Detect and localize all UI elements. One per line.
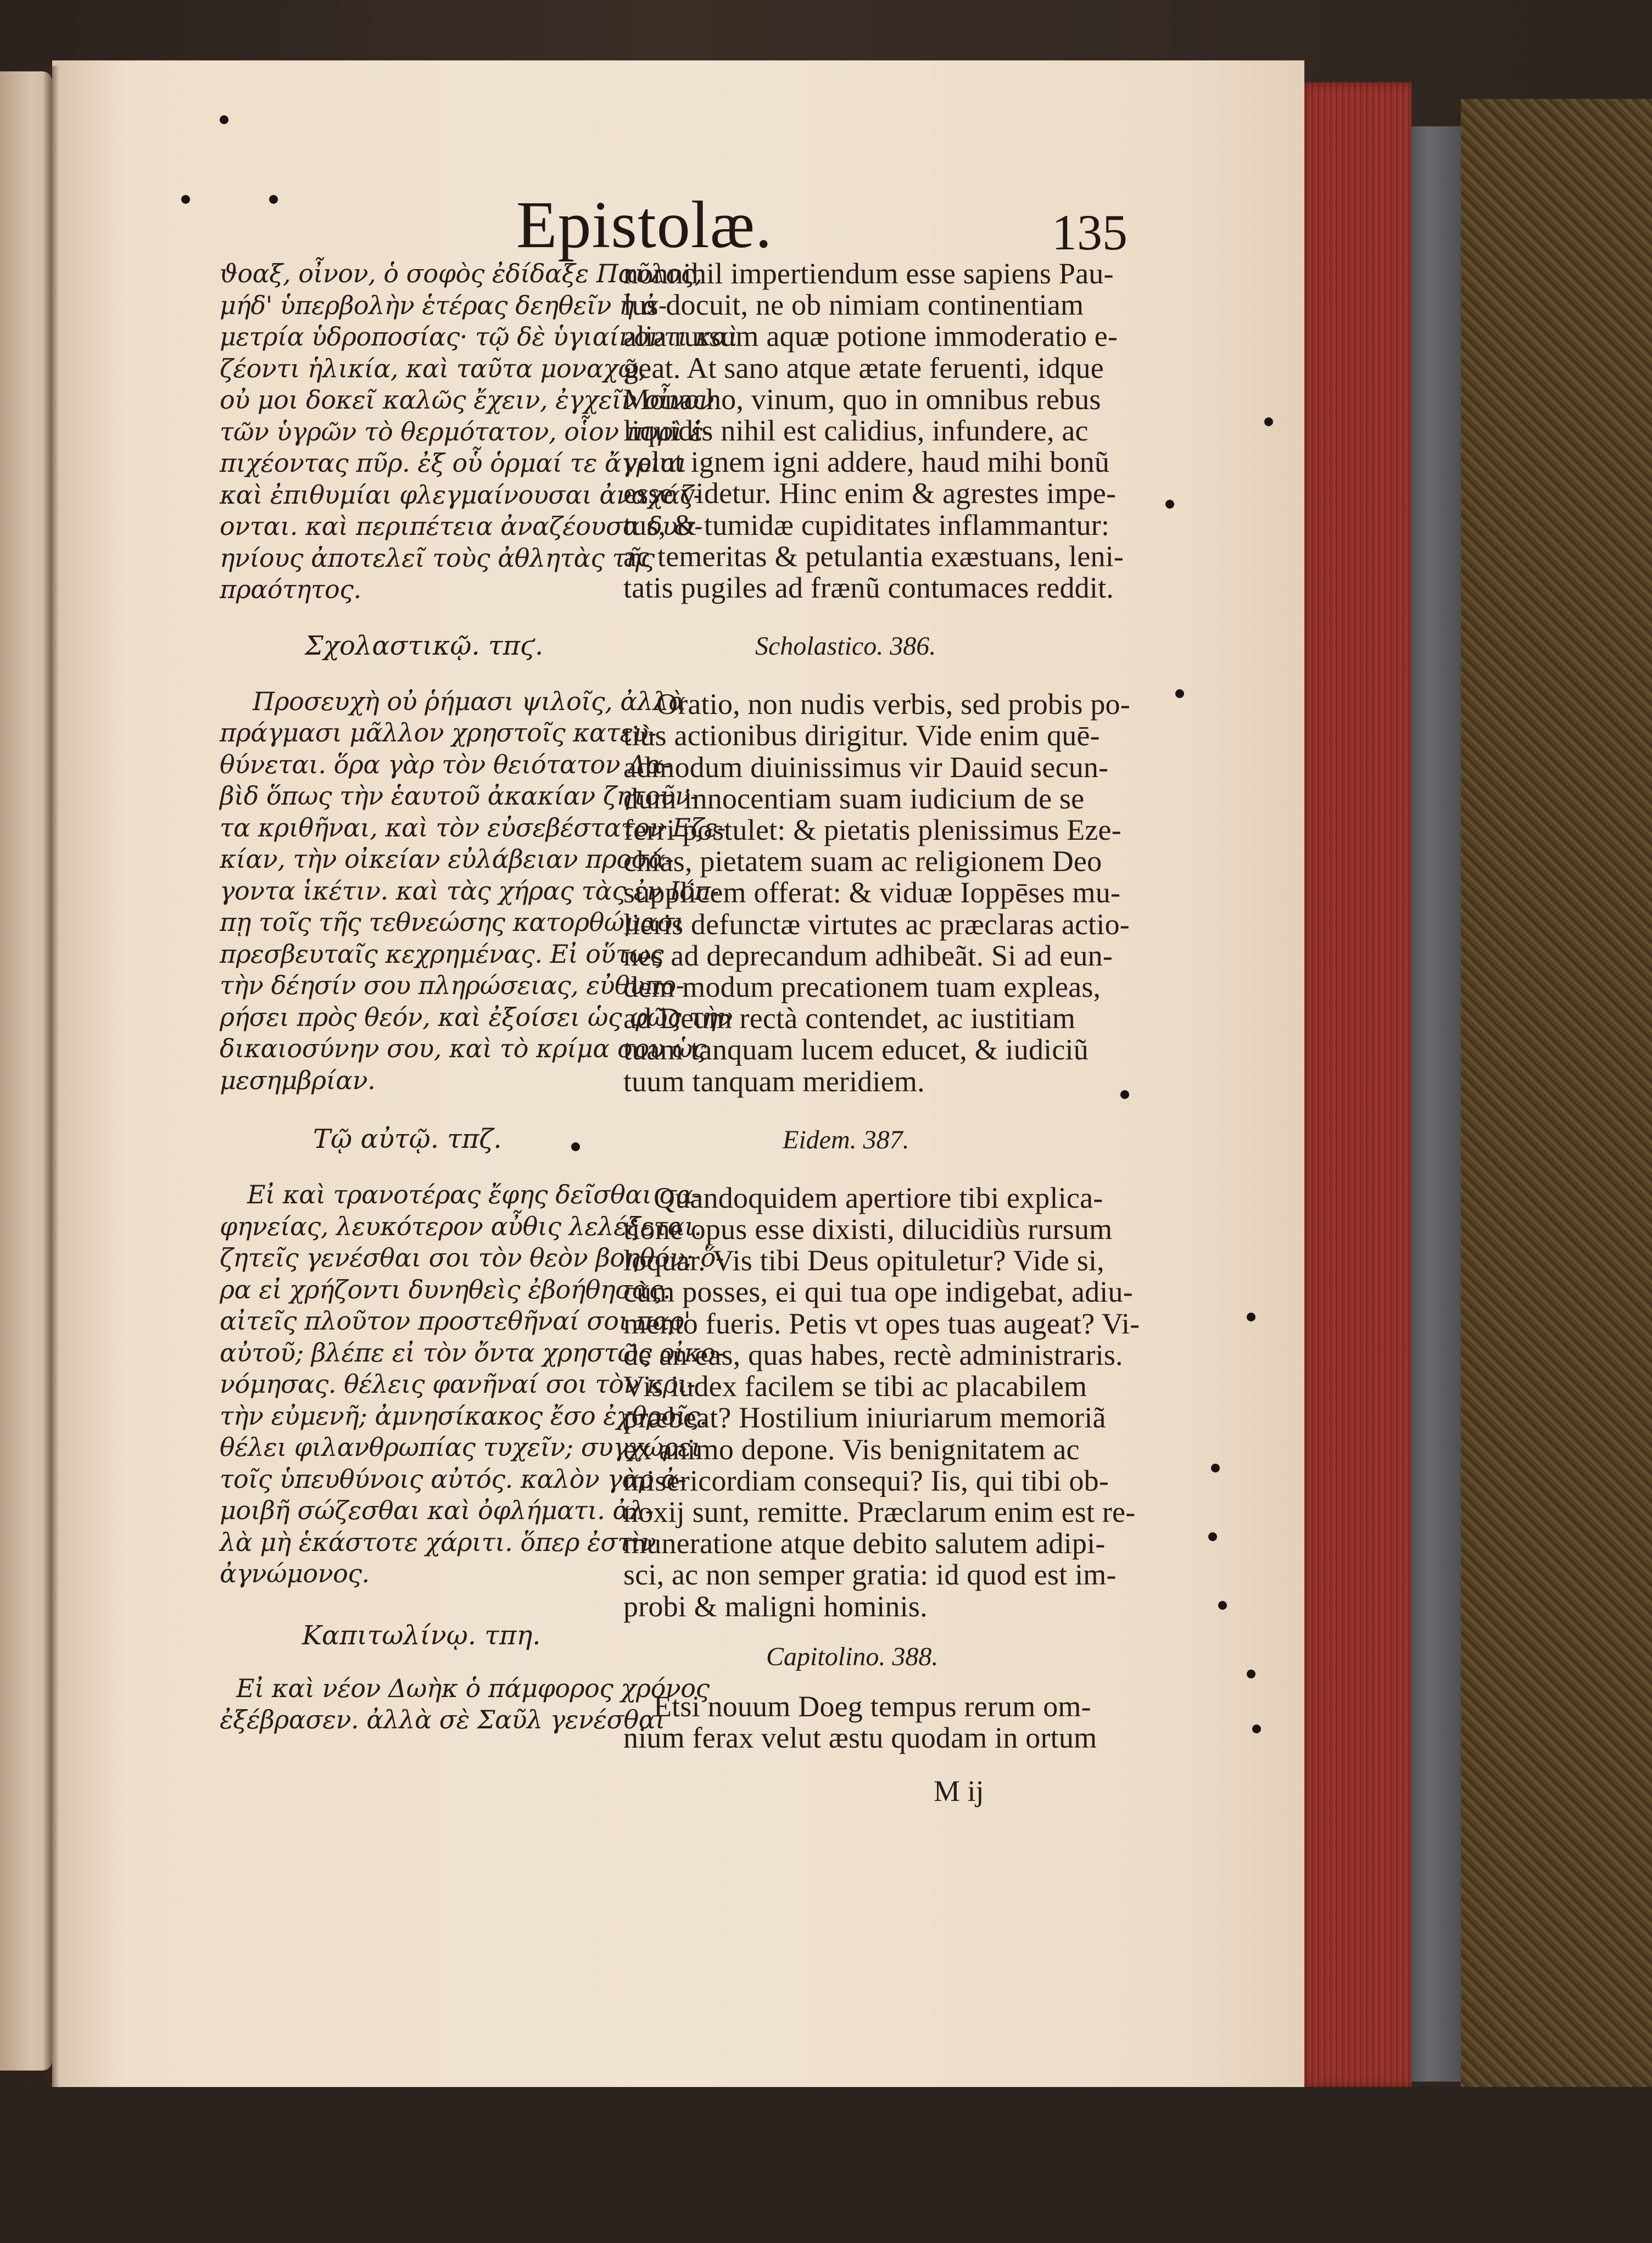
text-line: tatis pugiles ad frænũ contumaces reddit. xyxy=(623,571,1114,605)
text-line: Quandoquidem apertiore tibi explica- xyxy=(654,1181,1103,1214)
greek-block-3 xyxy=(220,1179,724,1590)
text-line: Monacho, vinum, quo in omnibus rebus xyxy=(623,382,1101,416)
text-line: ηνίους ἀποτελεῖ τοὺς ἀθλητὰς τῆς xyxy=(220,543,655,573)
text-line: μετρία ὑδροποσίας· τῷ δὲ ὑγιαίνοντι καὶ xyxy=(220,322,738,351)
text-line: Εἰ καὶ τρανοτέρας ἔφης δεῖσθαι σα- xyxy=(247,1180,702,1209)
text-line: chias, pietatem suam ac religionem Deo xyxy=(623,845,1102,878)
text-line: alia rursum aquæ potione immoderatio e- xyxy=(623,320,1118,353)
text-line: νόμησας. θέλεις φανῆναί σοι τὸν κρι- xyxy=(220,1369,695,1399)
latin-block-2 xyxy=(623,688,1130,1098)
text-line: τα κριθῆναι, καὶ τὸν εὐσεβέστατον Εζε- xyxy=(220,812,725,842)
text-line: μήδ' ὑπερβολὴν ἑτέρας δεηθεῖν ἡ ἀ- xyxy=(220,290,667,320)
text-line: φηνείας, λευκότερον αὖθις λελέξεται. xyxy=(220,1211,702,1241)
text-line: ρήσει πρὸς θεόν, καὶ ἐξοίσει ὡς φῶς τὴν xyxy=(220,1002,733,1032)
margin-dot xyxy=(1218,1601,1227,1610)
text-line: πῃ τοῖς τῆς τεθνεώσης κατορθώμασι xyxy=(220,907,684,937)
letter-heading: Σχολαστικῷ. τπϛ. xyxy=(305,630,544,661)
running-header: Epistolæ. xyxy=(516,188,773,262)
book-board-edge xyxy=(1406,126,1461,2082)
page-number: 135 xyxy=(1052,204,1128,260)
text-line: misericordiam consequi? Iis, qui tibi ob- xyxy=(623,1464,1109,1497)
text-line: lieris defunctæ virtutes ac præclaras actio- xyxy=(623,907,1130,941)
text-line: admodum diuinissimus vir Dauid secun- xyxy=(623,750,1109,784)
text-line: geat. At sano atque ætate feruenti, idque xyxy=(623,351,1104,384)
text-line: cùm posses, ei qui tua ope indigebat, adiu- xyxy=(623,1275,1133,1309)
text-line: dem modum precationem tuam expleas, xyxy=(623,970,1101,1004)
text-line: ex animo depone. Vis benignitatem ac xyxy=(623,1432,1080,1466)
margin-dot xyxy=(181,195,190,204)
text-line: ἀγνώμονος. xyxy=(220,1559,370,1588)
text-line: ζητεῖς γενέσθαι σοι τὸν θεὸν βοηθόν; ὅ- xyxy=(220,1243,724,1273)
text-line: tus, & tumidæ cupiditates inflammantur: xyxy=(623,508,1110,542)
margin-dot xyxy=(1264,417,1273,426)
text-line: τοῖς ὑπευθύνοις αὐτός. καλὸν γὰρ ἀ- xyxy=(220,1464,687,1494)
text-line: ζέοντι ἡλικία, καὶ ταῦτα μοναχῷ, xyxy=(220,353,646,383)
text-line: præbeat? Hostilium iniuriarum memoriã xyxy=(623,1401,1106,1435)
text-line: nonnihil impertiendum esse sapiens Pau- xyxy=(623,257,1114,290)
gutter-shadow xyxy=(43,66,59,2087)
letter-heading: Eidem. 387. xyxy=(783,1125,909,1154)
margin-dot xyxy=(1120,1090,1129,1099)
margin-dot xyxy=(1165,500,1174,509)
greek-block-1 xyxy=(220,258,738,606)
text-line: supplicem offerat: & viduæ Ioppēses mu- xyxy=(623,876,1121,910)
text-line: κίαν, τὴν οἰκείαν εὐλάβειαν προσά- xyxy=(220,844,674,874)
text-line: Vis iudex facilem se tibi ac placabilem xyxy=(623,1370,1087,1403)
bottom-background xyxy=(0,2087,1652,2243)
text-line: Προσευχὴ οὐ ῥήμασι ψιλοῖς, ἀλλὰ xyxy=(253,686,685,716)
text-line: loquar. Vis tibi Deus opituletur? Vide si, xyxy=(623,1244,1104,1277)
text-line: τὴν δέησίν σου πληρώσειας, εὐθυπο- xyxy=(220,970,684,1000)
letter-heading: Scholastico. 386. xyxy=(755,632,936,661)
text-line: lus docuit, ne ob nimiam continentiam xyxy=(623,288,1084,322)
page-edges-red xyxy=(1296,82,1411,2087)
text-line: noxij sunt, remitte. Præclarum enim est re- xyxy=(623,1495,1136,1528)
text-line: probi & maligni hominis. xyxy=(623,1589,928,1623)
text-line: τὴν εὐμενῆ; ἀμνησίκακος ἔσο ἐχθροῖς. xyxy=(220,1401,707,1431)
text-line: δικαιοσύνην σου, καὶ τὸ κρίμα σου ὡς xyxy=(220,1034,706,1063)
latin-block-3 xyxy=(623,1181,1140,1623)
text-line: βὶδ ὅπως τὴν ἑαυτοῦ ἀκακίαν ζητοῦν- xyxy=(220,781,699,811)
margin-dot xyxy=(1208,1532,1217,1541)
text-line: dum innocentiam suam iudicium de se xyxy=(623,782,1085,815)
text-line: ρα εἰ χρήζοντι δυνηθεὶς ἐβοήθησας. xyxy=(220,1274,671,1304)
latin-block-1 xyxy=(623,257,1124,605)
letter-heading: Καπιτωλίνῳ. τπη. xyxy=(302,1620,541,1651)
margin-dot xyxy=(1252,1725,1261,1733)
book-cover xyxy=(1461,99,1652,2243)
text-line: nes ad deprecandum adhibeãt. Si ad eun- xyxy=(623,939,1113,972)
text-line: muneratione atque debito salutem adipi- xyxy=(623,1527,1106,1560)
text-line: ἐξέβρασεν. ἀλλὰ σὲ Σαῦλ γενέσθαι xyxy=(220,1705,665,1734)
text-line: Εἰ καὶ νέον Δωὴκ ὁ πάμφορος χρόνος xyxy=(236,1673,710,1703)
text-line: πιχέοντας πῦρ. ἐξ οὗ ὁρμαί τε ἄγριαι xyxy=(220,448,687,478)
catchword: M ij xyxy=(934,1775,984,1807)
text-line: esse videtur. Hinc enim & agrestes impe- xyxy=(623,477,1117,510)
greek-column xyxy=(220,258,738,1736)
letter-heading: Τῷ αὐτῷ. τπζ. xyxy=(313,1124,502,1154)
margin-dot xyxy=(1211,1464,1220,1472)
margin-dot xyxy=(1247,1313,1255,1321)
text-line: tiùs actionibus dirigitur. Vide enim quē- xyxy=(623,719,1100,752)
text-line: θύνεται. ὅρα γὰρ τὸν θειότατον Δα- xyxy=(220,749,671,779)
text-line: ferri postulet: & pietatis plenissimus Eze- xyxy=(623,813,1121,847)
margin-dot xyxy=(269,195,278,204)
margin-dot xyxy=(1175,689,1184,698)
text-line: nium ferax velut æstu quodam in ortum xyxy=(623,1721,1097,1754)
text-line: οὐ μοι δοκεῖ καλῶς ἔχειν, ἐγχεῖν οἶνον xyxy=(220,385,714,415)
text-line: λὰ μὴ ἑκάστοτε χάριτι. ὅπερ ἐστὶν xyxy=(220,1527,656,1557)
text-line: mento fueris. Petis vt opes tuas augeat? Vi- xyxy=(623,1307,1140,1340)
text-line: γοντα ἱκέτιν. καὶ τὰς χήρας τὰς ἐν Ιόπ- xyxy=(220,875,719,906)
text-line: tuam tanquam lucem educet, & iudiciũ xyxy=(623,1033,1089,1067)
text-line: ad Deum rectà contendet, ac iustitiam xyxy=(623,1002,1076,1035)
text-line: αἰτεῖς πλοῦτον προστεθῆναί σοι παρ' xyxy=(220,1306,691,1336)
text-line: tione opus esse dixisti, dilucidiùs rursum xyxy=(623,1213,1113,1246)
letter-heading: Capitolino. 388. xyxy=(766,1642,939,1671)
text-line: ϑοαξ, οἶνον, ὁ σοφὸς ἐδίδαξε Παῦλος, xyxy=(220,259,702,288)
text-line: πρεσβευταῖς κεχρημένας. Εἰ οὕτως xyxy=(220,939,664,969)
text-line: sci, ac non semper gratia: id quod est im- xyxy=(623,1558,1117,1592)
margin-dot xyxy=(220,115,228,124)
text-line: πραότητος. xyxy=(220,574,361,604)
text-line: τῶν ὑγρῶν τὸ θερμότατον, οἷον πυρὶ ἐ- xyxy=(220,416,712,447)
text-line: ac temeritas & petulantia exæstuans, leni- xyxy=(623,539,1124,573)
text-line: tuum tanquam meridiem. xyxy=(623,1064,925,1098)
text-line: liquidis nihil est calidius, infundere, ac xyxy=(623,414,1089,448)
greek-block-2 xyxy=(220,686,733,1097)
text-line: πράγμασι μᾶλλον χρηστοῖς κατευ- xyxy=(220,718,657,747)
greek-block-4 xyxy=(220,1673,710,1736)
text-line: θέλει φιλανθρωπίας τυχεῖν; συγχώρει xyxy=(220,1432,701,1462)
text-line: Etsi nouum Doeg tempus rerum om- xyxy=(654,1689,1091,1723)
text-line: Oratio, non nudis verbis, sed probis po- xyxy=(656,688,1130,721)
text-line: ονται. καὶ περιπέτεια ἀναζέουσα δυσ- xyxy=(220,511,703,541)
text-line: de an eas, quas habes, rectè administraris. xyxy=(623,1338,1123,1371)
text-line: μοιβῆ σώζεσθαι καὶ ὀφλήματι. ἀλ- xyxy=(220,1496,654,1525)
margin-dot xyxy=(1247,1670,1255,1678)
text-line: μεσημβρίαν. xyxy=(220,1065,376,1095)
latin-block-4 xyxy=(623,1691,1107,1754)
latin-column xyxy=(623,257,1140,1754)
text-line: velut ignem igni addere, haud mihi bonũ xyxy=(623,445,1110,479)
text-line: καὶ ἐπιθυμίαι φλεγμαίνουσαι ἀναχάζ- xyxy=(220,479,702,510)
text-line: αὐτοῦ; βλέπε εἰ τὸν ὄντα χρηστῶς οἰκο- xyxy=(220,1337,724,1368)
